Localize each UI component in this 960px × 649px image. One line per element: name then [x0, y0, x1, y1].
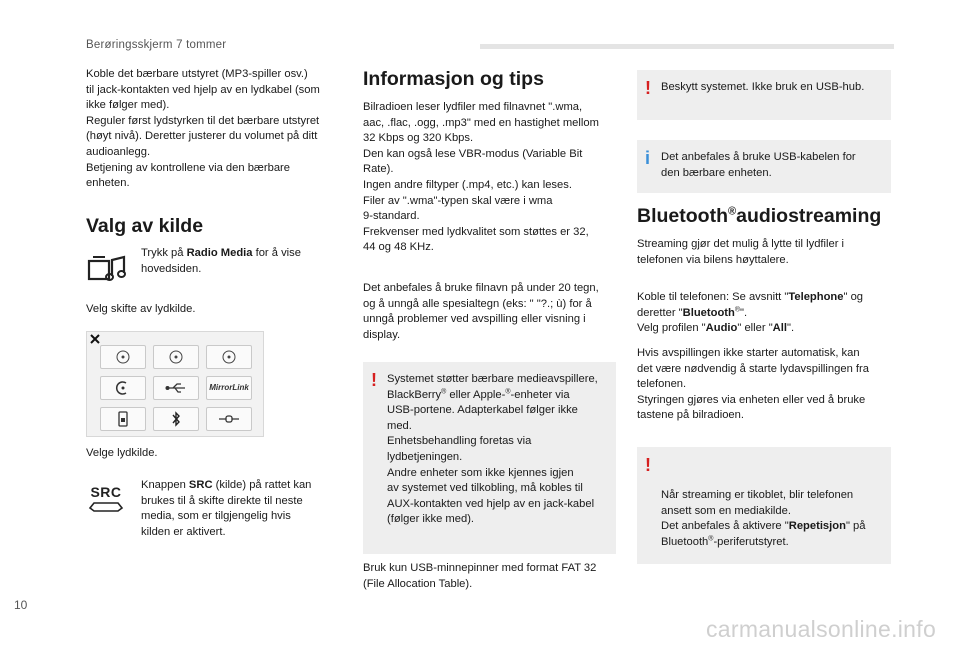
bluetooth-source-button[interactable]	[153, 407, 199, 431]
streaming-note-text: Når streaming er tikoblet, blir telefonen ansett som en mediakilde. Det anbefales å aktivere "Repetisjon" på Bluetooth®-periferutstyret.	[661, 489, 866, 548]
step3-text: Velge lydkilde.	[86, 447, 158, 459]
radio-source-button[interactable]	[100, 376, 146, 400]
step2-text: Velg skifte av lydkilde.	[86, 303, 196, 315]
note-rest: USB-portene. Adapterkabel følger ikke med. Enhetsbehandling foretas via lydbetjeningen. Andre enheter som ikke kjennes igjen av systemet ved tilkobling, må kobles til AUX-kontakten ved hjelp av en jack-kabel (følger ikke med).	[387, 404, 595, 526]
warning-icon: !	[645, 455, 651, 475]
header-title: Berøringsskjerm 7 tommer	[86, 39, 227, 51]
bt-para1: Streaming gjør det mulig å lytte til lydfiler i telefonen via bilens høyttalere.	[637, 238, 845, 266]
info-para2: Det anbefales å bruke filnavn på under 20 tegn, og å unngå alle spesialtegn (eks: " "?.; ù) for å unngå problemer ved avspilling eller visning i display.	[363, 282, 599, 341]
phone-icon	[118, 411, 128, 427]
media-players-warning-note	[363, 362, 616, 554]
streaming-media-source-note	[637, 447, 891, 564]
bluetooth-icon	[171, 411, 181, 427]
usb-hub-warning-text: Beskytt systemet. Ikke bruk en USB-hub.	[661, 81, 865, 93]
bt-para3: Hvis avspillingen ikke starter automatisk, kan det være nødvendig å starte lydavspillingen fra telefonen. Styringen gjøres via enheten eller ved å bruke tastene på bilradioen.	[637, 347, 869, 422]
page-number: 10	[14, 598, 28, 612]
close-icon[interactable]	[90, 334, 100, 344]
usb-hub-warning-note	[637, 70, 891, 120]
src-steering-icon	[86, 484, 130, 520]
aux-source-button[interactable]	[206, 407, 252, 431]
note-line1: Systemet støtter bærbare medieavspillere,	[387, 373, 598, 385]
bluetooth-streaming-heading: Bluetooth®audiostreaming	[637, 205, 882, 227]
bt-para2: Koble til telefonen: Se avsnitt "Telephone" og deretter "Bluetooth®". Velg profilen "Audio" eller "All".	[637, 291, 864, 335]
source-heading: Valg av kilde	[86, 215, 204, 237]
radio-icon	[169, 350, 183, 364]
src-icon-label: SRC	[90, 484, 122, 500]
usb-cable-info-note	[637, 140, 891, 193]
step4-text: Knappen SRC (kilde) på rattet kan brukes til å skifte direkte til neste media, som er tilgjengelig hvis kilden er aktivert.	[141, 479, 312, 538]
watermark: carmanualsonline.info	[706, 616, 937, 642]
radio-preset-3[interactable]	[206, 345, 252, 369]
info-para1: Bilradioen leser lydfiler med filnavnet ".wma, aac, .flac, .ogg, .mp3" med en hastighet mellom 32 Kbps og 320 Kbps. Den kan også lese VBR-modus (Variable Bit Rate). Ingen andre filtyper (.mp4, etc.) kan leses. Filer av ".wma"-typen skal være i wma 9-standard. Frekvenser med lydkvalitet som støttes er 32, 44 og 48 KHz.	[363, 101, 599, 254]
radio-media-icon	[86, 252, 130, 288]
usb-icon	[165, 382, 187, 394]
header-bar	[480, 44, 894, 49]
intro-text: Koble det bærbare utstyret (MP3-spiller osv.) til jack-kontakten ved hjelp av en lydkabel (som ikke følger med). Reguler først lydstyrken til det bærbare utstyret (høyt nivå). Deretter justerer du volumet på ditt audioanlegg. Betjening av kontrollene via den bærbare enheten.	[86, 68, 320, 190]
usb-source-button[interactable]	[153, 376, 199, 400]
warning-icon: !	[645, 78, 651, 98]
aux-icon	[218, 414, 240, 424]
radio-icon	[116, 350, 130, 364]
phone-source-button[interactable]	[100, 407, 146, 431]
mirrorlink-source-button[interactable]	[206, 376, 252, 400]
radio-preset-1[interactable]	[100, 345, 146, 369]
usb-cable-info-text: Det anbefales å bruke USB-kabelen for den bærbare enheten.	[661, 151, 856, 179]
note-line2: BlackBerry® eller Apple-®-enheter via	[387, 387, 570, 401]
radio-icon	[115, 380, 131, 396]
mirrorlink-label: MirrorLink	[209, 383, 249, 393]
info-icon: i	[645, 148, 651, 168]
radio-icon	[222, 350, 236, 364]
radio-preset-2[interactable]	[153, 345, 199, 369]
info-para3: Bruk kun USB-minnepinner med format FAT 32 (File Allocation Table).	[363, 562, 597, 590]
step1-text: Trykk på Radio Media for å vise hovedsiden.	[141, 247, 301, 275]
source-selection-grid	[86, 331, 264, 437]
info-tips-heading: Informasjon og tips	[363, 68, 544, 90]
warning-icon: !	[371, 370, 377, 390]
